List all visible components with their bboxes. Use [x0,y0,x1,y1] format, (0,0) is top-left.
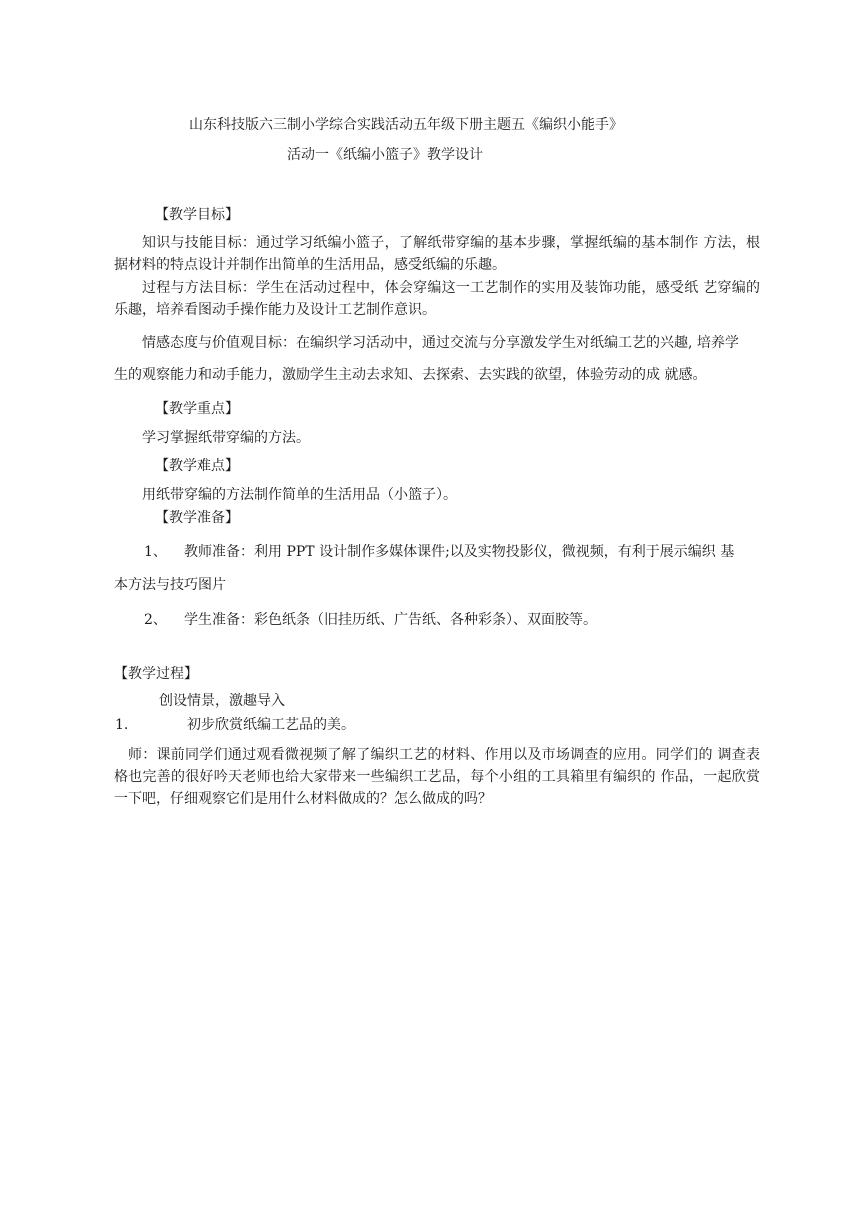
difficulty-heading: 【教学难点】 [155,458,239,474]
process-item1-text: 初步欣赏纸编工艺品的美。 [187,717,355,733]
objective-attitude-line1: 情感态度与价值观目标：在编织学习活动中，通过交流与分享激发学生对纸编工艺的兴趣, 培养学 [142,335,739,351]
objective-attitude-line2: 生的观察能力和动手能力，激励学生主动去求知、去探索、去实践的欲望，体验劳动的成 就感。 [114,367,707,383]
difficulty-text: 用纸带穿编的方法制作简单的生活用品（小篮子）。 [142,487,457,503]
preparation-heading: 【教学准备】 [155,510,239,526]
prep-item2-number: 2、 [144,612,167,628]
process-item1-number: 1. [115,717,129,733]
prep-item1-line1: 教师准备：利用 PPT 设计制作多媒体课件;以及实物投影仪，微视频，有利于展示编织 基 [184,544,735,560]
objective-knowledge: 知识与技能目标：通过学习纸编小篮子，了解纸带穿编的基本步骤，掌握纸编的基本制作 方法，根据材料的特点设计并制作出简单的生活用品，感受纸编的乐趣。 [114,235,760,273]
prep-item1-line2: 本方法与技巧图片 [114,577,226,593]
key-point-text: 学习掌握纸带穿编的方法。 [142,430,310,446]
process-step-title: 创设情景，激趣导入 [159,693,285,709]
process-heading: 【教学过程】 [114,666,198,682]
prep-item1-number: 1、 [144,544,167,560]
objectives-heading: 【教学目标】 [155,207,239,223]
key-point-heading: 【教学重点】 [155,401,239,417]
doc-title-line2: 活动一《纸编小篮子》教学设计 [287,147,483,163]
doc-title-line1: 山东科技版六三制小学综合实践活动五年级下册主题五《编织小能手》 [189,117,623,133]
objective-process: 过程与方法目标：学生在活动过程中，体会穿编这一工艺制作的实用及装饰功能，感受纸 艺穿编的乐趣，培养看图动手操作能力及设计工艺制作意识。 [114,280,760,318]
prep-item2-text: 学生准备：彩色纸条（旧挂历纸、广告纸、各种彩条）、双面胶等。 [184,612,597,628]
teacher-paragraph: 师：课前同学们通过观看微视频了解了编织工艺的材料、作用以及市场调查的应用。同学们的 调查表格也完善的很好吟天老师也给大家带来一些编织工艺品，每个小组的工具箱里有编织的 作品，一起欣赏一下吧，仔细观察它们是用什么材料做成的？怎么做成的吗？ [114,747,760,807]
